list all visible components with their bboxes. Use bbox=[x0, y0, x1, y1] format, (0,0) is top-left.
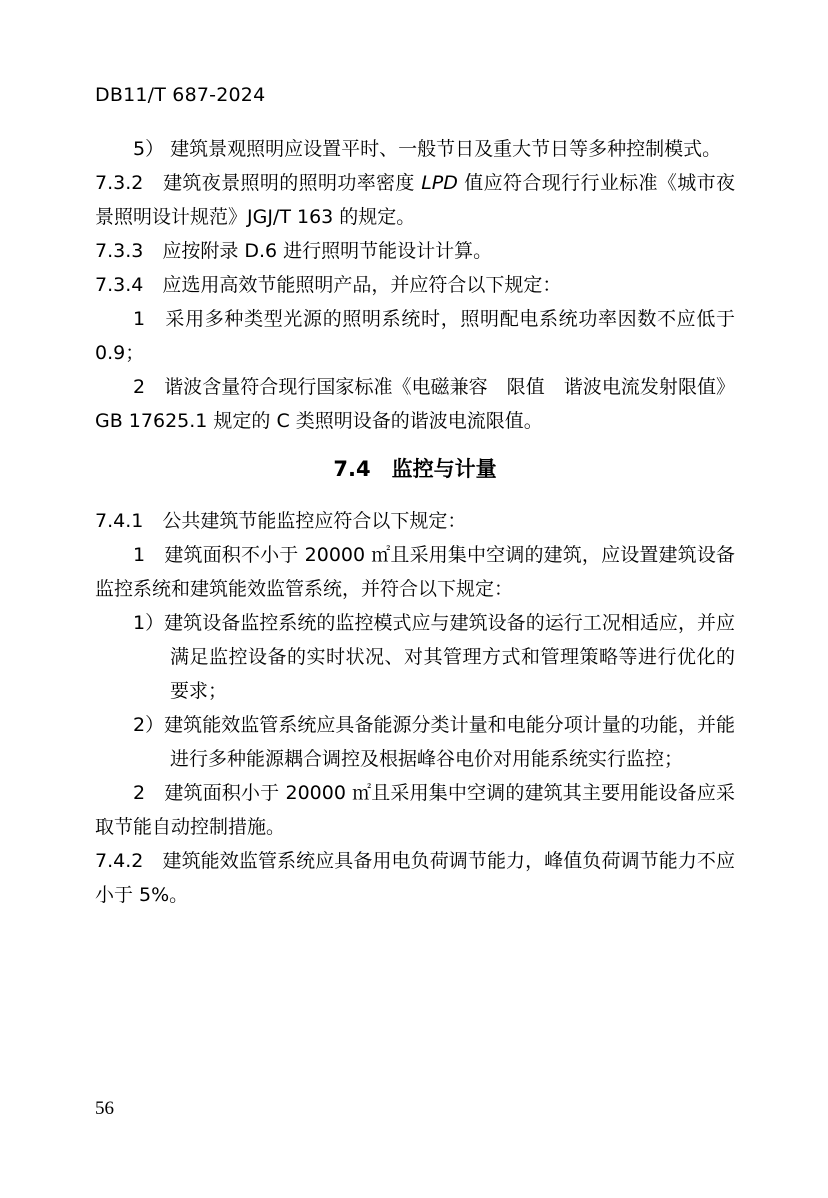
lpd-term: LPD bbox=[421, 172, 458, 194]
page-number: 56 bbox=[95, 1098, 114, 1119]
paragraph-7-4-1-item-1: 1 建筑面积不小于 20000 ㎡且采用集中空调的建筑，应设置建筑设备监控系统和建筑能效监管系统，并符合以下规定： bbox=[95, 544, 735, 600]
paragraph-7-3-1-item-5: 5） 建筑景观照明应设置平时、一般节日及重大节日等多种控制模式。 bbox=[133, 138, 722, 160]
paragraph-7-4-1-subitem-2: 2）建筑能效监管系统应具备能源分类计量和电能分项计量的功能，并能进行多种能源耦合调控及根据峰谷电价对用能系统实行监控； bbox=[133, 714, 735, 770]
paragraph-7-3-4-item-2: 2 谐波含量符合现行国家标准《电磁兼容 限值 谐波电流发射限值》GB 17625.1 规定的 C 类照明设备的谐波电流限值。 bbox=[95, 376, 735, 432]
paragraph-7-4-1-item-2: 2 建筑面积小于 20000 ㎡且采用集中空调的建筑其主要用能设备应采取节能自动控制措施。 bbox=[95, 782, 735, 838]
paragraph-7-3-2-text-b: 值应符合现行行业标准《城市夜景照明设计规范》JGJ/T 163 的规定。 bbox=[95, 172, 735, 228]
paragraph-7-3-3: 7.3.3 应按附录 D.6 进行照明节能设计计算。 bbox=[95, 240, 493, 262]
paragraph-7-4-1: 7.4.1 公共建筑节能监控应符合以下规定： bbox=[95, 510, 467, 532]
section-heading: 7.4 监控与计量 bbox=[333, 457, 497, 481]
document-body bbox=[95, 132, 735, 912]
paragraph-7-3-4: 7.3.4 应选用高效节能照明产品，并应符合以下规定： bbox=[95, 274, 562, 296]
document-code: DB11/T 687-2024 bbox=[95, 84, 266, 106]
paragraph-7-3-4-item-1: 1 采用多种类型光源的照明系统时，照明配电系统功率因数不应低于 0.9； bbox=[95, 308, 735, 364]
paragraph-7-4-2: 7.4.2 建筑能效监管系统应具备用电负荷调节能力，峰值负荷调节能力不应小于 5%。 bbox=[95, 850, 735, 906]
paragraph-7-4-1-subitem-1: 1）建筑设备监控系统的监控模式应与建筑设备的运行工况相适应，并应满足监控设备的实时状况、对其管理方式和管理策略等进行优化的要求； bbox=[133, 612, 735, 702]
paragraph-7-3-2-text-a: 7.3.2 建筑夜景照明的照明功率密度 bbox=[95, 172, 422, 194]
paragraph-7-3-2 bbox=[95, 166, 735, 234]
